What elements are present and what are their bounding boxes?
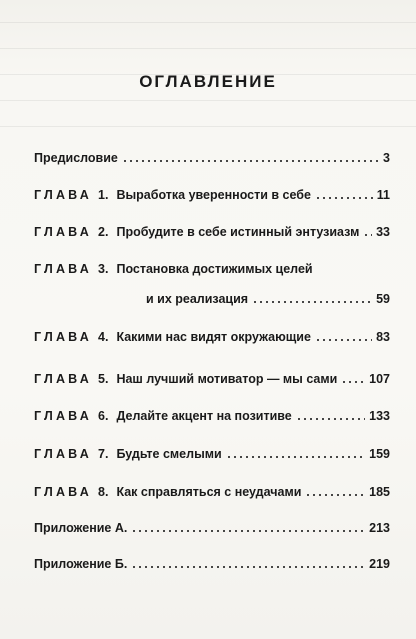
entry-label: Делайте акцент на позитиве xyxy=(116,409,292,423)
chapter-word: ГЛАВА xyxy=(34,372,93,386)
entry-label: Постановка достижимых целей xyxy=(116,262,313,276)
entry-label: Выработка уверенности в себе xyxy=(116,188,311,202)
page-number: 3 xyxy=(383,151,390,165)
chapter-word: ГЛАВА xyxy=(34,262,93,276)
page-number: 11 xyxy=(376,188,390,202)
dot-leader xyxy=(341,374,365,384)
dot-leader xyxy=(363,227,372,237)
page-number: 133 xyxy=(369,409,390,423)
page-number: 159 xyxy=(369,447,390,461)
chapter-number: 2. xyxy=(98,225,109,239)
chapter-number: 3. xyxy=(98,262,109,276)
chapter-number: 8. xyxy=(98,485,109,499)
page-number: 33 xyxy=(376,225,390,239)
chapter-word: ГЛАВА xyxy=(34,409,93,423)
page-number: 219 xyxy=(369,557,390,571)
chapter-number: 6. xyxy=(98,409,109,423)
toc-entry-chapter-8 xyxy=(34,484,390,500)
dot-leader xyxy=(315,332,372,342)
toc-entry-chapter-1 xyxy=(34,187,390,203)
dot-leader xyxy=(252,294,372,304)
entry-label-continuation: и их реализация xyxy=(146,292,249,306)
chapter-word: ГЛАВА xyxy=(34,225,93,239)
page-title: ОГЛАВЛЕНИЕ xyxy=(139,72,277,91)
dot-leader xyxy=(122,153,379,163)
dot-leader xyxy=(131,523,365,533)
entry-label: Будьте смелыми xyxy=(116,447,222,461)
chapter-word: ГЛАВА xyxy=(34,485,93,499)
dot-leader xyxy=(315,190,373,200)
entry-label: Предисловие xyxy=(34,151,118,165)
chapter-number: 1. xyxy=(98,188,109,202)
chapter-number: 7. xyxy=(98,447,109,461)
toc-entry-chapter-2 xyxy=(34,224,390,240)
toc-entry-chapter-7 xyxy=(34,446,390,462)
page-number: 213 xyxy=(369,521,390,535)
chapter-word: ГЛАВА xyxy=(34,330,93,344)
toc-entry-appendix-b xyxy=(34,556,390,572)
chapter-word: ГЛАВА xyxy=(34,188,93,202)
chapter-number: 5. xyxy=(98,372,109,386)
page-number: 107 xyxy=(369,372,390,386)
entry-label: Приложение А. xyxy=(34,521,128,535)
dot-leader xyxy=(305,487,365,497)
toc-entry-appendix-a xyxy=(34,520,390,536)
entry-label: Какими нас видят окружающие xyxy=(116,330,311,344)
entry-label: Пробудите в себе истинный энтузиазм xyxy=(116,225,360,239)
toc-entry-chapter-6 xyxy=(34,408,390,424)
chapter-number: 4. xyxy=(98,330,109,344)
entry-label: Наш лучший мотиватор — мы сами xyxy=(116,372,338,386)
entry-label: Как справляться с неудачами xyxy=(116,485,302,499)
page-number: 83 xyxy=(376,330,390,344)
chapter-word: ГЛАВА xyxy=(34,447,93,461)
page-number: 59 xyxy=(376,292,390,306)
toc-entry-chapter-3 xyxy=(34,261,390,307)
dot-leader xyxy=(296,411,365,421)
dot-leader xyxy=(131,559,365,569)
toc-entry-preface xyxy=(34,150,390,166)
toc-entry-chapter-5 xyxy=(34,371,390,387)
dot-leader xyxy=(226,449,365,459)
toc-entry-chapter-4 xyxy=(34,329,390,345)
entry-label: Приложение Б. xyxy=(34,557,128,571)
page-number: 185 xyxy=(369,485,390,499)
